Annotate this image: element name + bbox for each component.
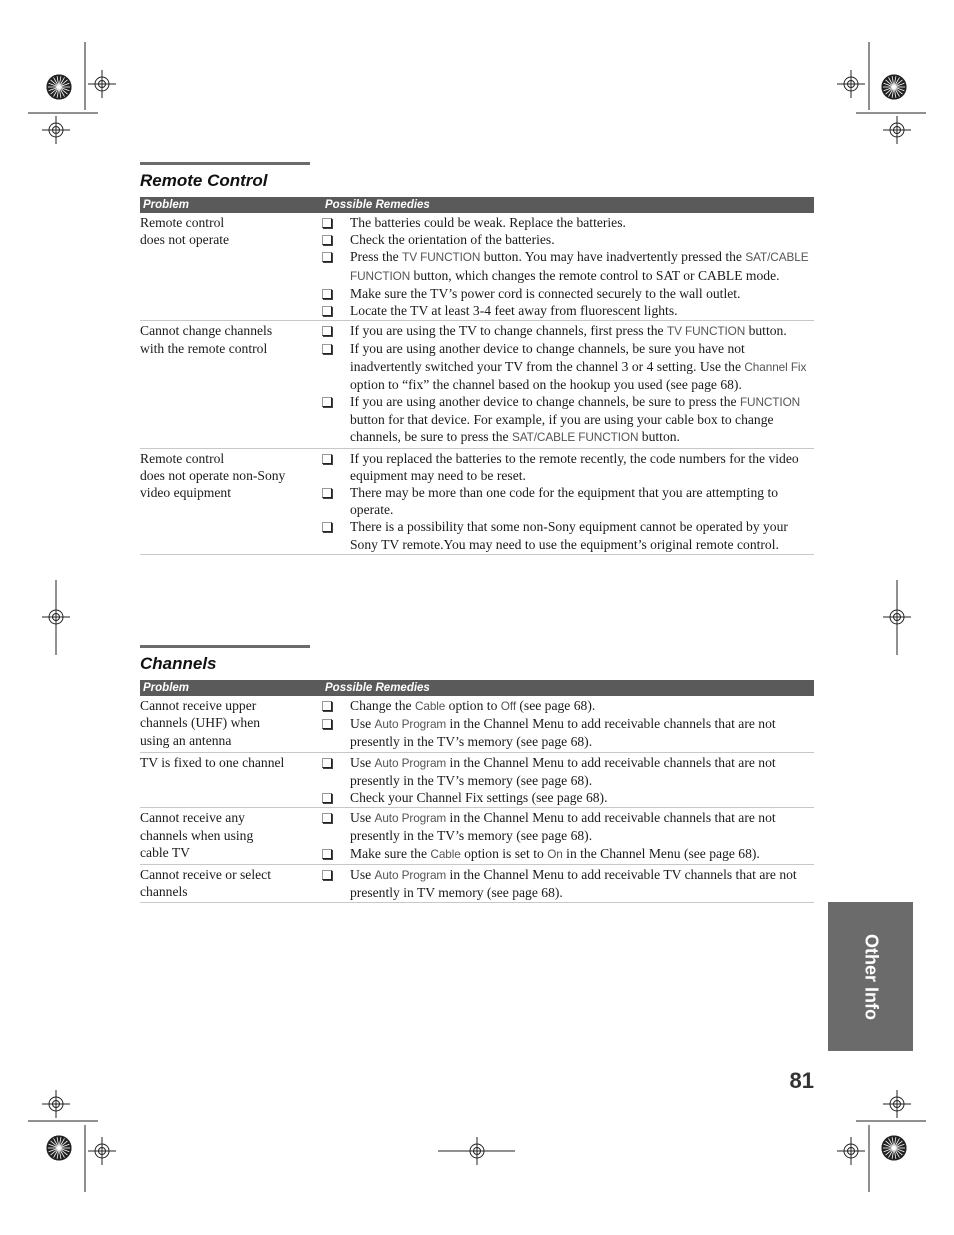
section-title: Channels [140,654,217,673]
remedy-text [350,484,814,518]
text-run: in the Channel Menu to add receivable TV channels that are not presently in TV memory (see page 68). [350,866,797,901]
checkbox-bullet-icon [322,719,332,729]
remedy-text [350,340,814,393]
header-remedies: Possible Remedies [325,199,430,211]
table-row [140,808,814,865]
table-row [140,321,814,448]
checkbox-bullet-icon [322,235,332,245]
remedy-text [350,302,814,319]
remedy-item [322,518,814,552]
remedy-text [350,248,814,284]
checkbox-bullet-icon [322,758,332,768]
checkbox-bullet-icon [322,488,332,498]
remedy-item [322,393,814,447]
text-run: in the Channel Menu to add receivable channels that are not presently in the TV’s memory (see page 68). [350,810,776,844]
checkbox-bullet-icon [322,454,332,464]
text-run: button. [745,323,787,339]
checkbox-bullet-icon [322,306,332,316]
text-run: Use [350,866,375,882]
text-run: (see page 68). [516,698,596,713]
ui-term: Channel Fix [744,359,807,374]
text-run: There is a possibility that some non-Sony equipment cannot be operated by your Sony TV remote.You may need to use the equipment’s original remote control. [350,519,788,552]
remedy-item [322,302,814,319]
text-run: Check the orientation of the batteries. [350,232,555,248]
remedy-text [350,866,814,901]
section-rule [140,162,310,165]
remedy-text [350,789,814,806]
text-run: Make sure the TV’s power cord is connected securely to the wall outlet. [350,285,741,301]
remedy-text [350,754,814,789]
table-body [140,696,814,903]
side-tab-label: Other Info [861,933,881,1020]
text-run: button. You may have inadvertently pressed the [480,249,746,265]
problem-text: Cannot receive any channels when using cable TV [140,810,254,861]
text-run: button. [638,429,680,445]
ui-term: Auto Program [374,811,447,826]
table-row [140,449,814,555]
problem-text: Cannot change channels with the remote control [140,323,273,356]
remedy-list [322,865,814,901]
remedy-item [322,866,814,901]
remedy-item [322,754,814,789]
table-row [140,213,814,321]
remedy-list [322,321,814,446]
checkbox-bullet-icon [322,326,332,336]
checkbox-bullet-icon [322,813,332,823]
remedy-text [350,231,814,248]
remedy-text [350,518,814,552]
text-run: option to “fix” the channel based on the hookup you used (see page 68). [350,376,742,392]
remedy-list [322,753,814,807]
problem-text: Cannot receive upper channels (UHF) when using an antenna [140,698,261,748]
remedy-text [350,214,814,231]
remedy-list [322,808,814,863]
remedy-text [350,715,814,750]
table-row [140,865,814,903]
remedy-item [322,484,814,518]
text-run: Use [350,810,375,826]
remedy-item [322,789,814,806]
text-run: Make sure the [350,845,431,861]
side-tab [828,902,913,1051]
problem-text: Cannot receive or select channels [140,866,271,900]
ui-term: On [547,846,563,861]
ui-term: FUNCTION [739,395,801,410]
remedy-item [322,248,814,284]
table-body [140,213,814,555]
remedy-item [322,285,814,302]
text-run: Use [350,754,375,770]
checkbox-bullet-icon [322,849,332,859]
text-run: in the Channel Menu (see page 68). [562,845,760,861]
problem-text: TV is fixed to one channel [140,754,285,770]
section-channels [140,645,814,903]
remedy-item [322,214,814,231]
text-run: If you are using another device to change channels, be sure you have not inadvertently switched your TV from the channel 3 or 4 setting. Use the [350,341,745,374]
text-run: If you replaced the batteries to the remote recently, the code numbers for the video equipment may need to be reset. [350,450,799,483]
remedy-item [322,715,814,750]
text-run: in the Channel Menu to add receivable channels that are not presently in the TV’s memory (see page 68). [350,754,776,788]
remedy-list [322,213,814,319]
text-run: Press the [350,249,403,265]
checkbox-bullet-icon [322,522,332,532]
checkbox-bullet-icon [322,870,332,880]
checkbox-bullet-icon [322,252,332,262]
checkbox-bullet-icon [322,289,332,299]
ui-term: TV FUNCTION [402,250,481,265]
checkbox-bullet-icon [322,218,332,228]
remedy-item [322,322,814,340]
table-header [140,197,814,213]
remedy-item [322,340,814,393]
remedy-text [350,285,814,302]
table-row [140,696,814,753]
text-run: in the Channel Menu to add receivable channels that are not presently in the TV’s memory (see page 68). [350,716,776,750]
page-number: 81 [789,1068,814,1093]
table-row [140,753,814,809]
ui-term: Cable [414,699,446,713]
remedy-text [350,450,814,484]
ui-term: Cable [430,846,461,861]
problem-text: Remote control does not operate [140,215,230,248]
remedy-item [322,450,814,484]
text-run: If you are using the TV to change channels, first press the [350,323,667,339]
ui-term: SAT/CABLE FUNCTION [511,430,639,445]
remedy-text [350,809,814,844]
text-run: button for that device. For example, if you are using your cable box to change channels, be sure to press the [350,412,774,445]
ui-term: Auto Program [374,755,447,770]
remedy-text [350,322,814,340]
section-rule [140,645,310,648]
remedy-item [322,809,814,844]
text-run: If you are using another device to change channels, be sure to press the [350,394,740,410]
remedy-text [350,845,814,863]
remedy-list [322,696,814,751]
ui-term: Auto Program [374,867,447,882]
checkbox-bullet-icon [322,701,332,711]
remedy-item [322,697,814,715]
ui-term: Auto Program [374,717,447,732]
text-run: option is set to [460,845,548,861]
text-run: Check your Channel Fix settings (see page 68). [350,790,608,806]
checkbox-bullet-icon [322,344,332,354]
table-header [140,680,814,696]
checkbox-bullet-icon [322,397,332,407]
ui-term: TV FUNCTION [666,324,746,339]
section-title: Remote Control [140,171,268,190]
text-run: Change the [350,698,415,713]
text-run: button, which changes the remote control to SAT or CABLE mode. [410,267,780,283]
header-remedies: Possible Remedies [325,682,430,694]
remedy-item [322,845,814,863]
header-problem: Problem [143,682,190,694]
problem-text: Remote control does not operate non-Sony video equipment [140,450,286,501]
remedy-text [350,697,814,715]
remedy-list [322,449,814,553]
remedy-text [350,393,814,447]
remedy-item [322,231,814,248]
ui-term: SAT/CABLE FUNCTION [350,250,809,283]
text-run: The batteries could be weak. Replace the batteries. [350,215,626,230]
header-problem: Problem [143,199,190,211]
checkbox-bullet-icon [322,793,332,803]
text-run: Use [350,716,375,732]
ui-term: Off [500,699,516,713]
text-run: option to [445,698,501,713]
section-remote-control [140,162,814,555]
text-run: There may be more than one code for the equipment that you are attempting to operate. [350,485,779,518]
text-run: Locate the TV at least 3-4 feet away from fluorescent lights. [350,303,678,319]
